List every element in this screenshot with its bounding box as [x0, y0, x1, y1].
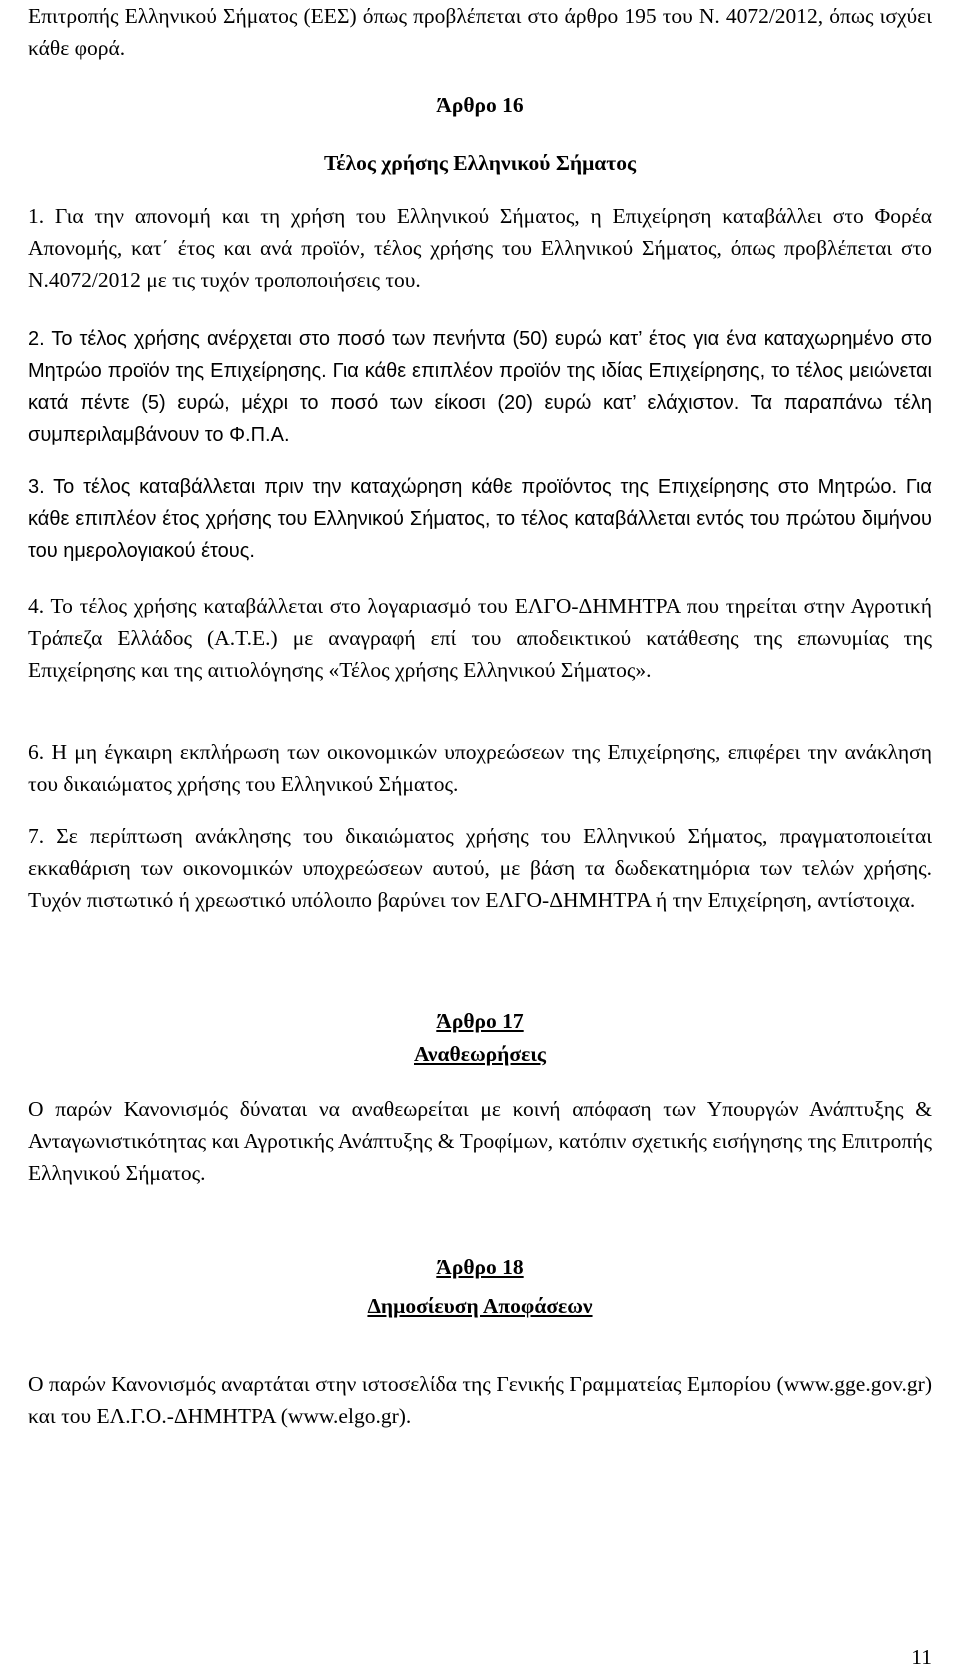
article-16-subtitle: Τέλος χρήσης Ελληνικού Σήματος: [323, 151, 637, 175]
article-18-title: Άρθρο 18: [436, 1255, 524, 1279]
article-16-paragraph-2: 2. Το τέλος χρήσης ανέρχεται στο ποσό των πενήντα (50) ευρώ κατ’ έτος για ένα καταχωρημένο στο Μητρώο προϊόν της Επιχείρησης. Για κάθε επιπλέον προϊόν της ιδίας Επιχείρησης, το τέλος μειώνεται κατά πέντε (5) ευρώ, μέχρι το ποσό των είκοσι (20) ευρώ κατ’ ελάχιστον. Τα παραπάνω τέλη συμπεριλαμβάνουν το Φ.Π.Α.: [28, 328, 932, 446]
article-17-subtitle: Αναθεωρήσεις: [414, 1042, 546, 1066]
article-16-paragraph-7: 7. Σε περίπτωση ανάκλησης του δικαιώματος χρήσης του Ελληνικού Σήματος, πραγματοποιείται εκκαθάριση των οικονομικών υποχρεώσεων αυτού, με βάση τα δωδεκατημόρια των τελών χρήσης. Τυχόν πιστωτικό ή χρεωστικό υπόλοιπο βαρύνει τον ΕΛΓΟ-ΔΗΜΗΤΡΑ ή την Επιχείρηση, αντίστοιχα.: [28, 824, 932, 912]
page-number: 11: [911, 1645, 932, 1669]
document-page: [28, 0, 932, 1678]
article-17-title: Άρθρο 17: [436, 1009, 524, 1033]
article-16-paragraph-4: 4. Το τέλος χρήσης καταβάλλεται στο λογαριασμό του ΕΛΓΟ-ΔΗΜΗΤΡΑ που τηρείται στην Αγροτική Τράπεζα Ελλάδος (Α.Τ.Ε.) με αναγραφή επί του αποδεικτικού κατάθεσης της επωνυμίας της Επιχείρησης και της αιτιολόγησης «Τέλος χρήσης Ελληνικού Σήματος».: [28, 594, 932, 682]
article-16-title: Άρθρο 16: [436, 93, 524, 117]
article-16-paragraph-6: 6. Η μη έγκαιρη εκπλήρωση των οικονομικών υποχρεώσεων της Επιχείρησης, επιφέρει την ανάκληση του δικαιώματος χρήσης του Ελληνικού Σήματος.: [28, 740, 932, 796]
article-17-paragraph-1: Ο παρών Κανονισμός δύναται να αναθεωρείται με κοινή απόφαση των Υπουργών Ανάπτυξης & Ανταγωνιστικότητας και Αγροτικής Ανάπτυξης & Τροφίμων, κατόπιν σχετικής εισήγησης της Επιτροπής Ελληνικού Σήματος.: [28, 1097, 932, 1185]
article-18-subtitle: Δημοσίευση Αποφάσεων: [367, 1294, 593, 1318]
article-16-paragraph-1: 1. Για την απονομή και τη χρήση του Ελληνικού Σήματος, η Επιχείρηση καταβάλλει στο Φορέα Απονομής, κατ΄ έτος και ανά προϊόν, τέλος χρήσης του Ελληνικού Σήματος, όπως προβλέπεται στο Ν.4072/2012 με τις τυχόν τροποποιήσεις του.: [28, 204, 932, 292]
intro-paragraph: Επιτροπής Ελληνικού Σήματος (ΕΕΣ) όπως προβλέπεται στο άρθρο 195 του Ν. 4072/2012, όπως ισχύει κάθε φορά.: [28, 4, 932, 60]
article-16-paragraph-3: 3. Το τέλος καταβάλλεται πριν την καταχώρηση κάθε προϊόντος της Επιχείρησης στο Μητρώο. Για κάθε επιπλέον έτος χρήσης του Ελληνικού Σήματος, το τέλος καταβάλλεται εντός του πρώτου διμήνου του ημερολογιακού έτους.: [28, 476, 932, 562]
article-18-paragraph-1: Ο παρών Κανονισμός αναρτάται στην ιστοσελίδα της Γενικής Γραμματείας Εμπορίου (www.gge.gov.gr) και του ΕΛ.Γ.Ο.-ΔΗΜΗΤΡΑ (www.elgo.gr).: [28, 1372, 932, 1428]
